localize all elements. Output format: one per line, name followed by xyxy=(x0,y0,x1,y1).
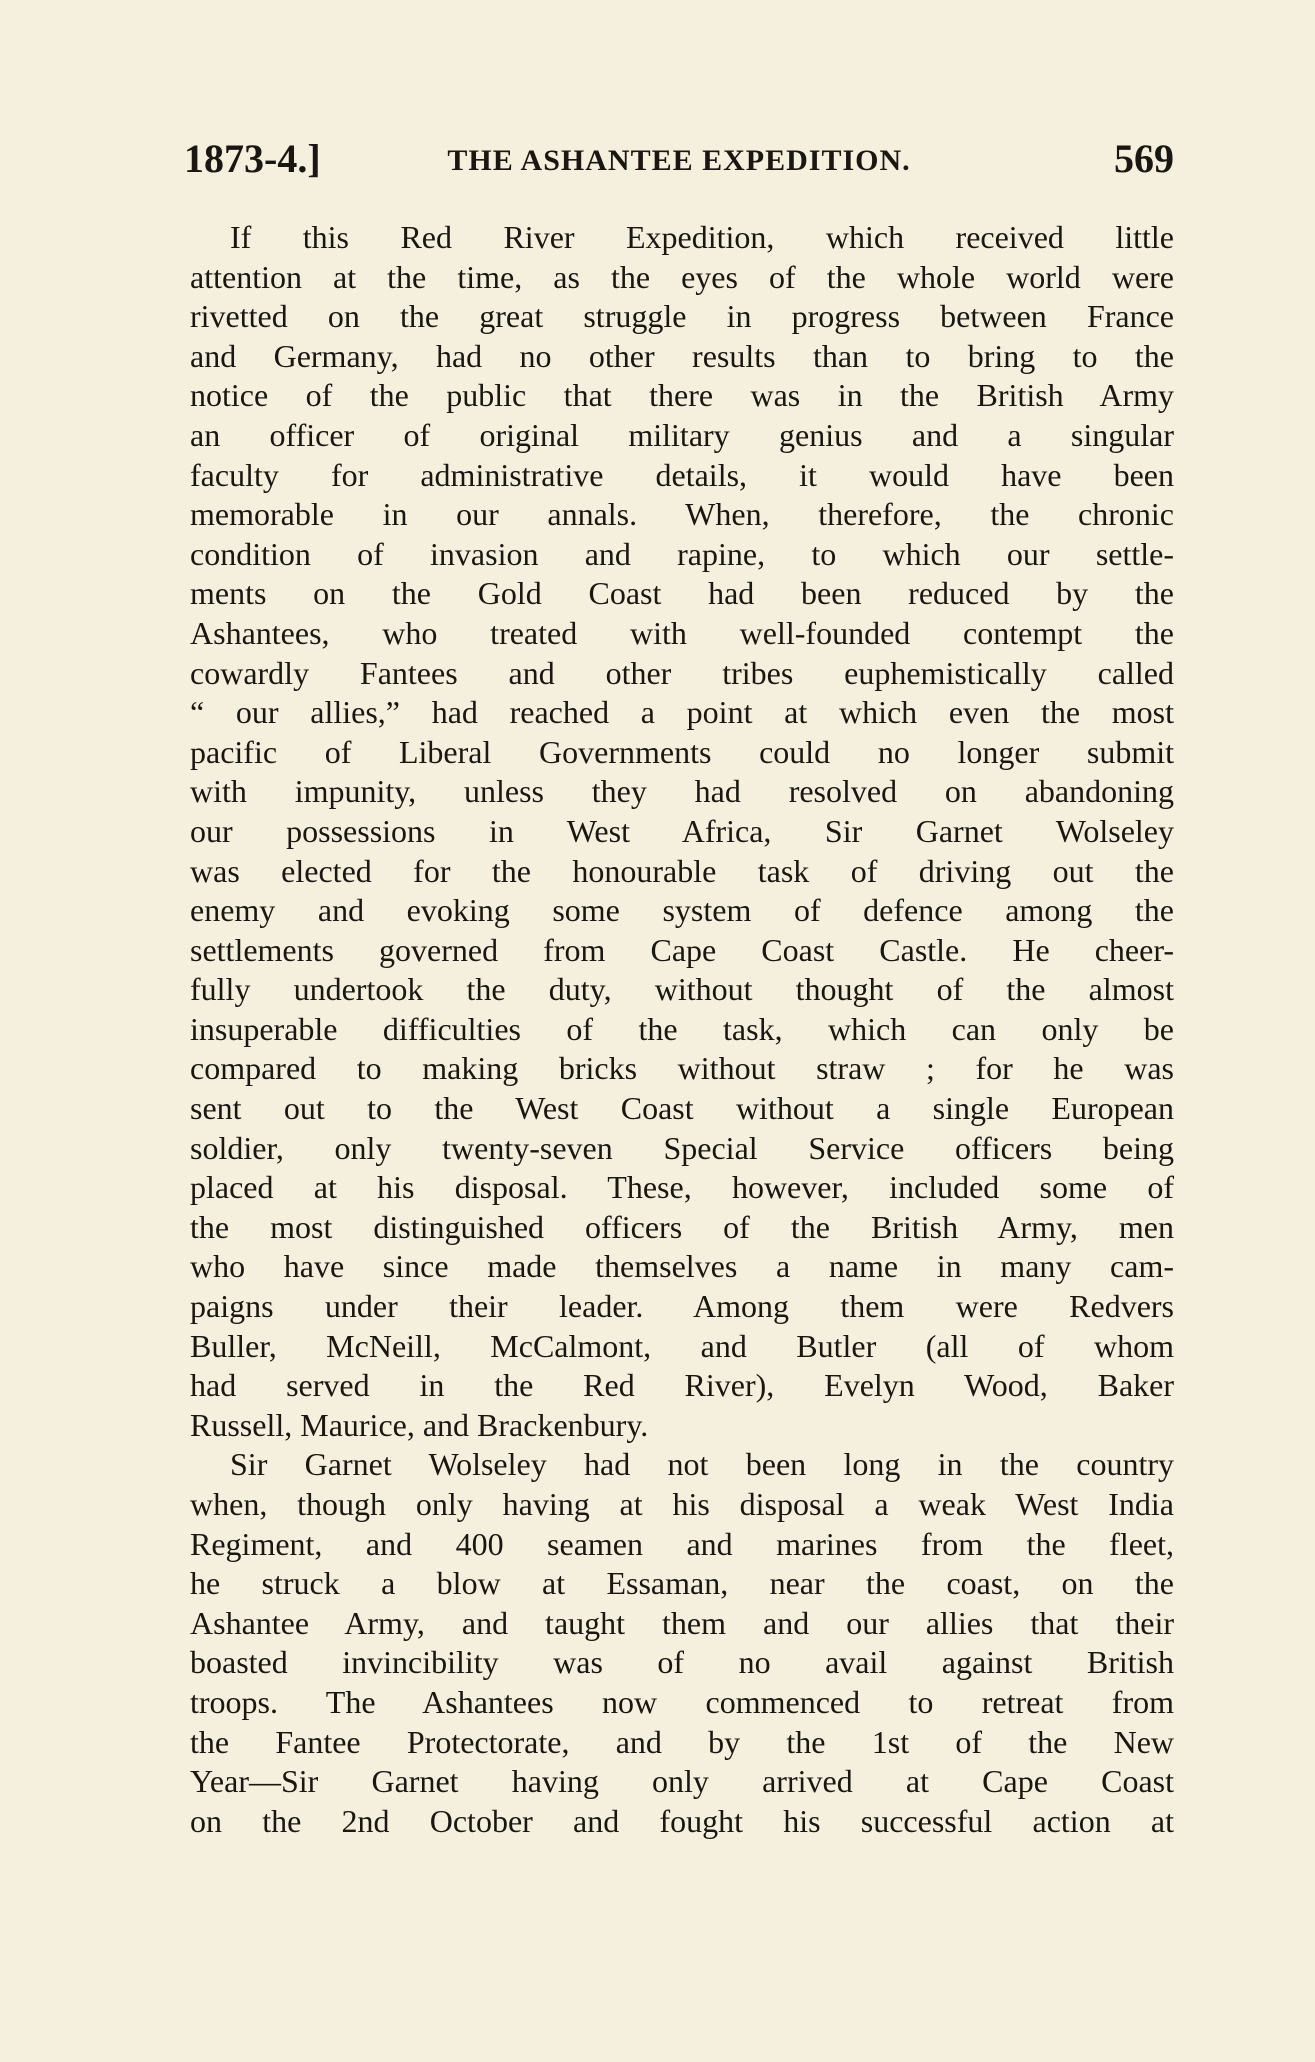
text-line: rivetted on the great struggle in progress between France xyxy=(190,298,1174,335)
text-line: Russell, Maurice, and Brackenbury. xyxy=(190,1406,649,1443)
text-line: memorable in our annals. When, therefore, the chronic xyxy=(190,496,1174,533)
text-line: Year—Sir Garnet having only arrived at Cape Coast xyxy=(190,1763,1174,1800)
header-date-range: 1873-4.] xyxy=(184,136,321,181)
text-line: Regiment, and 400 seamen and marines from the fleet, xyxy=(190,1525,1174,1562)
page-number: 569 xyxy=(1114,136,1174,181)
text-line: who have since made themselves a name in many cam- xyxy=(190,1248,1174,1285)
text-line: faculty for administrative details, it would have been xyxy=(190,456,1174,493)
text-line: attention at the time, as the eyes of the whole world were xyxy=(190,258,1174,295)
text-line: pacific of Liberal Governments could no longer submit xyxy=(190,733,1174,770)
text-line: when, though only having at his disposal a weak West India xyxy=(190,1486,1174,1522)
text-line: boasted invincibility was of no avail against British xyxy=(190,1644,1174,1681)
text-line: “ our allies,” had reached a point at which even the most xyxy=(190,694,1174,731)
text-line: If this Red River Expedition, which received little xyxy=(230,219,1174,255)
text-line: on the 2nd October and fought his successful action at xyxy=(190,1802,1174,1839)
text-line: placed at his disposal. These, however, included some of xyxy=(190,1169,1174,1206)
text-line: the Fantee Protectorate, and by the 1st of the New xyxy=(190,1723,1174,1760)
text-line: fully undertook the duty, without thought of the almost xyxy=(190,971,1174,1008)
text-line: settlements governed from Cape Coast Castle. He cheer- xyxy=(190,931,1174,968)
text-line: an officer of original military genius and a singular xyxy=(190,416,1174,453)
text-line: Buller, McNeill, McCalmont, and Butler (all of whom xyxy=(190,1327,1174,1364)
text-line: Ashantee Army, and taught them and our allies that their xyxy=(190,1604,1174,1641)
text-line: paigns under their leader. Among them were Redvers xyxy=(190,1288,1174,1325)
text-line: enemy and evoking some system of defence among the xyxy=(190,892,1174,929)
text-line: he struck a blow at Essaman, near the coast, on the xyxy=(190,1565,1174,1602)
text-line: and Germany, had no other results than to bring to the xyxy=(190,337,1174,374)
text-line: had served in the Red River), Evelyn Wood, Baker xyxy=(190,1367,1174,1404)
text-line: Ashantees, who treated with well-founded contempt the xyxy=(190,614,1174,651)
text-line: troops. The Ashantees now commenced to retreat from xyxy=(190,1683,1174,1720)
text-line: compared to making bricks without straw ; for he was xyxy=(190,1050,1174,1087)
text-line: with impunity, unless they had resolved on abandoning xyxy=(190,773,1174,810)
text-line: was elected for the honourable task of driving out the xyxy=(190,852,1174,889)
text-line: the most distinguished officers of the British Army, men xyxy=(190,1208,1174,1245)
text-line: ments on the Gold Coast had been reduced by the xyxy=(190,575,1174,612)
text-line: sent out to the West Coast without a single European xyxy=(190,1090,1174,1127)
text-line: Sir Garnet Wolseley had not been long in the country xyxy=(230,1446,1174,1483)
running-header xyxy=(184,134,1174,184)
text-line: cowardly Fantees and other tribes euphemistically called xyxy=(190,654,1174,691)
text-line: condition of invasion and rapine, to which our settle- xyxy=(190,535,1174,572)
body-text xyxy=(190,218,1174,1841)
header-title: THE ASHANTEE EXPEDITION. xyxy=(447,144,911,177)
text-line: insuperable difficulties of the task, which can only be xyxy=(190,1010,1174,1047)
text-line: notice of the public that there was in the British Army xyxy=(190,377,1174,414)
text-line: soldier, only twenty-seven Special Service officers being xyxy=(190,1129,1174,1166)
text-line: our possessions in West Africa, Sir Garnet Wolseley xyxy=(190,812,1174,849)
